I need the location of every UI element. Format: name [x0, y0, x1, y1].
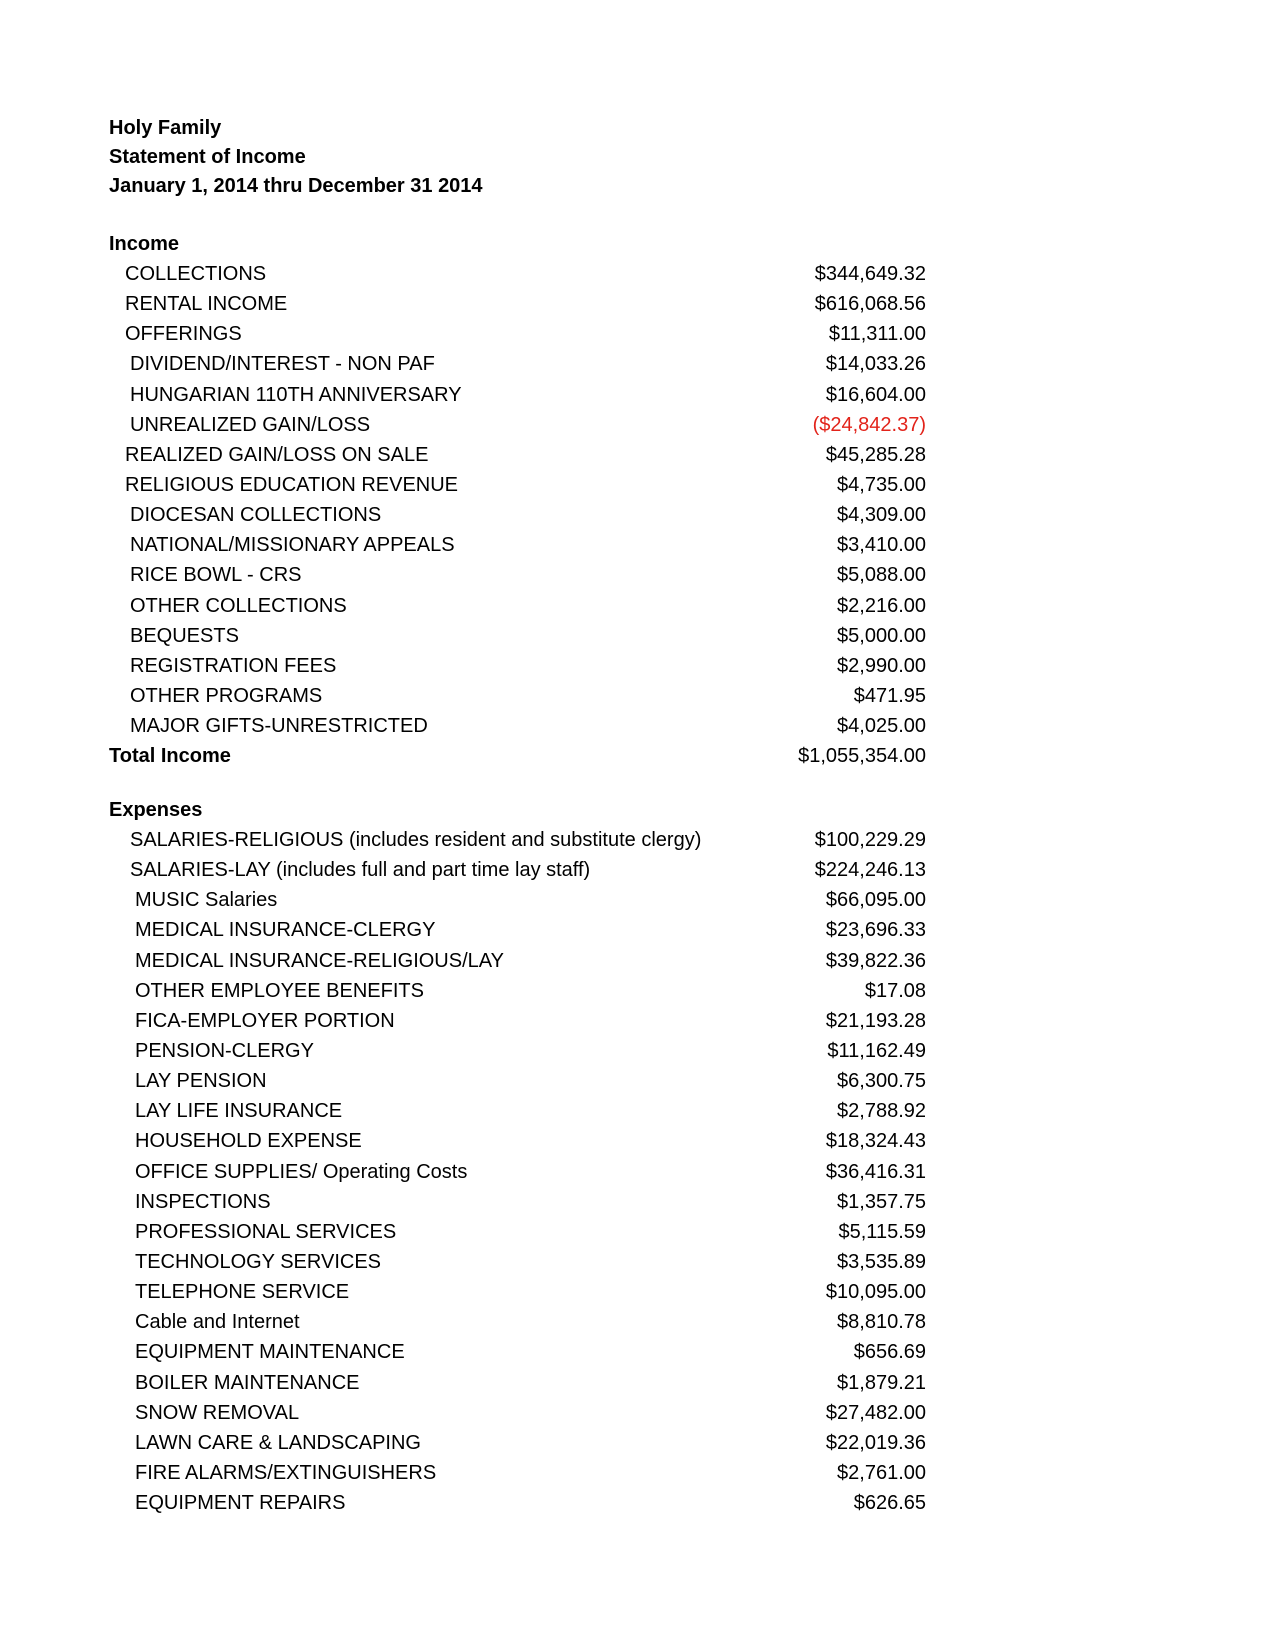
line-item-amount: $17.08: [864, 979, 926, 1002]
expenses-row-salaries-lay-includes-full-and-part-time-lay-staff: [0, 855, 1275, 885]
line-item-amount: $4,309.00: [837, 504, 926, 527]
line-item-amount: $16,604.00: [825, 383, 926, 406]
line-item-amount: $21,193.28: [825, 1009, 926, 1032]
income-row-hungarian-110th-anniversary: [0, 380, 1275, 410]
line-item-amount: $1,879.21: [837, 1371, 926, 1394]
line-item-label: DIOCESAN COLLECTIONS: [130, 504, 382, 527]
line-item-label: PENSION-CLERGY: [135, 1039, 314, 1062]
expenses-row-snow-removal: [0, 1398, 1275, 1428]
expenses-row-cable-and-internet: [0, 1307, 1275, 1337]
line-item-label: RENTAL INCOME: [125, 293, 288, 316]
line-item-amount: $10,095.00: [825, 1281, 926, 1304]
line-item-label: TELEPHONE SERVICE: [135, 1281, 350, 1304]
expenses-row-telephone-service: [0, 1277, 1275, 1307]
expenses-row-pension-clergy: [0, 1036, 1275, 1066]
income-row-realized-gain-loss-on-sale: [0, 440, 1275, 470]
income-row-bequests: [0, 621, 1275, 651]
line-item-label: PROFESSIONAL SERVICES: [135, 1220, 397, 1243]
expenses-row-office-supplies-operating-costs: [0, 1157, 1275, 1187]
line-item-amount: $4,735.00: [837, 473, 926, 496]
income-heading: Income: [109, 233, 180, 255]
line-item-amount: $11,311.00: [828, 323, 926, 346]
line-item-amount: $1,357.75: [837, 1190, 926, 1213]
line-item-label: MUSIC Salaries: [135, 889, 278, 912]
line-item-label: LAWN CARE & LANDSCAPING: [135, 1431, 421, 1454]
line-item-label: RELIGIOUS EDUCATION REVENUE: [125, 473, 459, 496]
income-row-offerings: [0, 319, 1275, 349]
income-row-rice-bowl-crs: [0, 560, 1275, 590]
total-income-label: Total Income: [109, 745, 231, 768]
total-income-amount: $1,055,354.00: [798, 745, 926, 768]
line-item-label: REALIZED GAIN/LOSS ON SALE: [125, 443, 429, 466]
line-item-label: DIVIDEND/INTEREST - NON PAF: [130, 353, 435, 376]
line-item-amount: $626.65: [853, 1492, 926, 1515]
line-item-amount: $36,416.31: [825, 1160, 926, 1183]
income-list: [0, 259, 1275, 771]
expenses-row-equipment-maintenance: [0, 1337, 1275, 1367]
expenses-row-boiler-maintenance: [0, 1368, 1275, 1398]
expenses-row-lay-pension: [0, 1066, 1275, 1096]
line-item-label: MEDICAL INSURANCE-CLERGY: [135, 919, 436, 942]
line-item-label: LAY PENSION: [135, 1070, 267, 1093]
line-item-amount: $39,822.36: [825, 949, 926, 972]
expenses-row-technology-services: [0, 1247, 1275, 1277]
line-item-amount: $27,482.00: [825, 1401, 926, 1424]
line-item-label: HUNGARIAN 110TH ANNIVERSARY: [130, 383, 462, 406]
line-item-label: SNOW REMOVAL: [135, 1401, 300, 1424]
line-item-amount: ($24,842.37): [812, 413, 926, 436]
line-item-label: FIRE ALARMS/EXTINGUISHERS: [135, 1461, 437, 1484]
line-item-label: MAJOR GIFTS-UNRESTRICTED: [130, 715, 428, 738]
line-item-amount: $224,246.13: [814, 859, 926, 882]
line-item-amount: $5,088.00: [837, 564, 926, 587]
expenses-row-household-expense: [0, 1126, 1275, 1156]
line-item-amount: $11,162.49: [827, 1039, 926, 1062]
line-item-amount: $14,033.26: [825, 353, 926, 376]
line-item-label: SALARIES-RELIGIOUS (includes resident and substitute clergy): [130, 829, 702, 851]
line-item-label: OFFERINGS: [125, 323, 242, 346]
expenses-heading: Expenses: [109, 799, 203, 821]
line-item-amount: $656.69: [853, 1341, 926, 1364]
line-item-label: BEQUESTS: [130, 624, 239, 647]
line-item-amount: $2,990.00: [837, 654, 926, 677]
line-item-amount: $2,761.00: [837, 1461, 926, 1484]
line-item-amount: $4,025.00: [837, 715, 926, 738]
expenses-row-other-employee-benefits: [0, 976, 1275, 1006]
expenses-row-equipment-repairs: [0, 1488, 1275, 1518]
line-item-label: BOILER MAINTENANCE: [135, 1371, 360, 1394]
income-row-other-collections: [0, 591, 1275, 621]
expense-list: [0, 825, 1275, 1518]
line-item-amount: $2,216.00: [837, 594, 926, 617]
line-item-amount: $5,115.59: [838, 1220, 926, 1243]
expenses-row-fire-alarms-extinguishers: [0, 1458, 1275, 1488]
income-row-rental-income: [0, 289, 1275, 319]
line-item-amount: $344,649.32: [814, 263, 926, 285]
line-item-label: REGISTRATION FEES: [130, 654, 337, 677]
line-item-amount: $3,535.89: [837, 1250, 926, 1273]
line-item-amount: $18,324.43: [825, 1130, 926, 1153]
line-item-amount: $5,000.00: [837, 624, 926, 647]
line-item-amount: $471.95: [853, 684, 926, 707]
expenses-row-medical-insurance-religious-lay: [0, 946, 1275, 976]
expenses-row-medical-insurance-clergy: [0, 915, 1275, 945]
income-row-dividend-interest-non-paf: [0, 349, 1275, 379]
expenses-row-lawn-care-landscaping: [0, 1428, 1275, 1458]
line-item-amount: $8,810.78: [837, 1311, 926, 1334]
expenses-row-professional-services: [0, 1217, 1275, 1247]
line-item-amount: $2,788.92: [837, 1100, 926, 1123]
income-row-collections: [0, 259, 1275, 289]
income-row-other-programs: [0, 681, 1275, 711]
line-item-label: OFFICE SUPPLIES/ Operating Costs: [135, 1160, 468, 1183]
line-item-label: LAY LIFE INSURANCE: [135, 1100, 343, 1123]
statement-period: January 1, 2014 thru December 31 2014: [109, 175, 483, 197]
income-row-national-missionary-appeals: [0, 530, 1275, 560]
line-item-label: INSPECTIONS: [135, 1190, 271, 1213]
line-item-label: FICA-EMPLOYER PORTION: [135, 1009, 395, 1032]
line-item-label: OTHER PROGRAMS: [130, 684, 323, 707]
line-item-label: OTHER EMPLOYEE BENEFITS: [135, 979, 424, 1002]
org-name: Holy Family: [109, 117, 222, 139]
expenses-row-lay-life-insurance: [0, 1096, 1275, 1126]
line-item-label: HOUSEHOLD EXPENSE: [135, 1130, 362, 1153]
line-item-amount: $22,019.36: [825, 1431, 926, 1454]
line-item-label: COLLECTIONS: [125, 263, 267, 285]
line-item-label: MEDICAL INSURANCE-RELIGIOUS/LAY: [135, 949, 504, 972]
income-row-registration-fees: [0, 651, 1275, 681]
line-item-label: UNREALIZED GAIN/LOSS: [130, 413, 371, 436]
line-item-label: NATIONAL/MISSIONARY APPEALS: [130, 534, 455, 557]
line-item-label: RICE BOWL - CRS: [130, 564, 302, 587]
line-item-amount: $45,285.28: [825, 443, 926, 466]
line-item-label: OTHER COLLECTIONS: [130, 594, 347, 617]
line-item-amount: $66,095.00: [825, 889, 926, 912]
line-item-label: Cable and Internet: [135, 1311, 300, 1334]
income-row-diocesan-collections: [0, 500, 1275, 530]
expenses-row-music-salaries: [0, 885, 1275, 915]
expenses-row-salaries-religious-includes-resident-and-substitute-clergy: [0, 825, 1275, 855]
line-item-label: EQUIPMENT REPAIRS: [135, 1492, 346, 1515]
income-row-major-gifts-unrestricted: [0, 711, 1275, 741]
total-income-row: [0, 741, 1275, 771]
line-item-amount: $6,300.75: [837, 1070, 926, 1093]
expenses-row-inspections: [0, 1187, 1275, 1217]
line-item-label: SALARIES-LAY (includes full and part time lay staff): [130, 859, 591, 882]
line-item-amount: $23,696.33: [825, 919, 926, 942]
expenses-row-fica-employer-portion: [0, 1006, 1275, 1036]
line-item-amount: $100,229.29: [814, 829, 926, 851]
line-item-amount: $616,068.56: [814, 293, 926, 316]
line-item-label: EQUIPMENT MAINTENANCE: [135, 1341, 405, 1364]
line-item-label: TECHNOLOGY SERVICES: [135, 1250, 381, 1273]
income-row-unrealized-gain-loss: [0, 410, 1275, 440]
statement-title: Statement of Income: [109, 146, 306, 168]
income-row-religious-education-revenue: [0, 470, 1275, 500]
line-item-amount: $3,410.00: [837, 534, 926, 557]
